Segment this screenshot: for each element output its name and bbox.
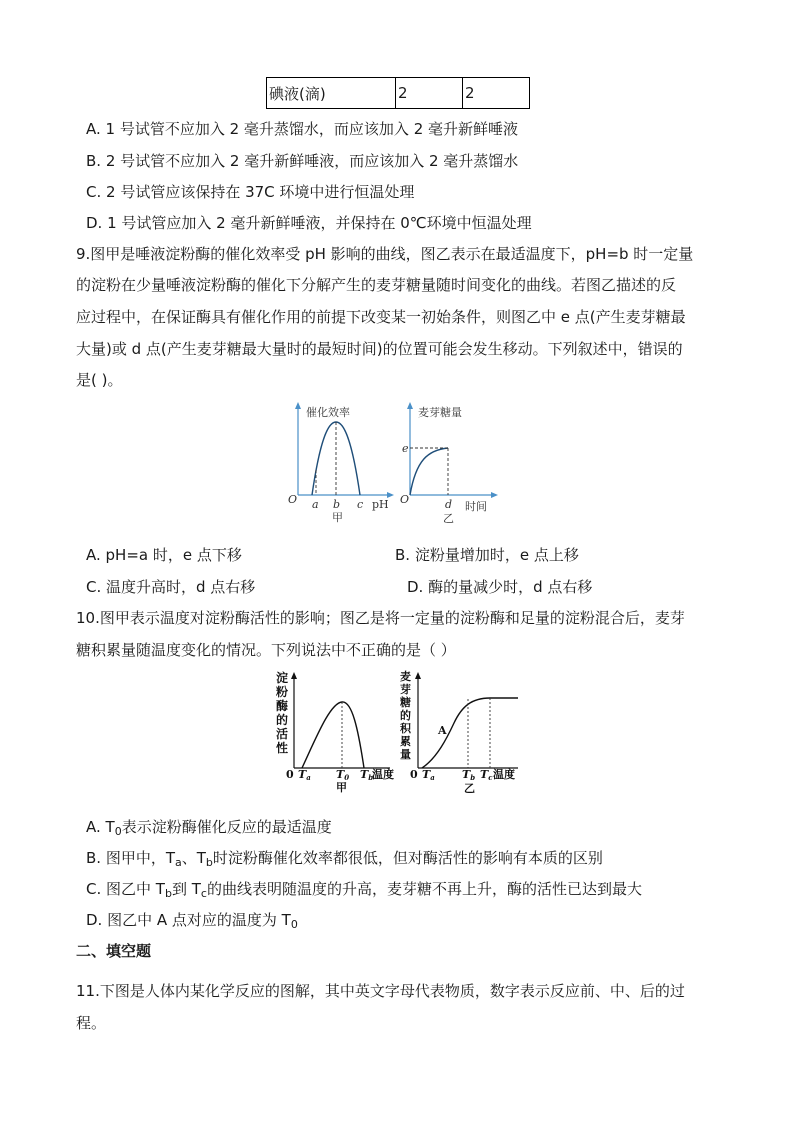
jia-tick-a: a [312,498,319,511]
q10-yi-ylabel-4: 的 [400,709,411,722]
table-cell-2: 2 [463,78,530,109]
yi-e-label: e [402,442,409,455]
jia-tick-b: b [333,498,341,511]
q10-yi-caption: 乙 [464,782,475,795]
q10-jia-ylabel-2: 粉 [276,685,289,699]
jia-y-arrow [295,402,301,409]
yi-ylabel: 麦芽糖量 [418,406,462,419]
jia-tick-o: O [288,493,298,506]
q10-jia-curve [302,702,364,768]
q10-yi-tc: T [480,768,489,781]
q10-jia-tb: T [360,768,369,781]
q10-yi-ylabel-7: 量 [400,748,411,761]
section-heading: 二、填空题 [76,942,152,960]
q10-stem-line-2: 糖积累量随温度变化的情况。下列说法中不正确的是（ ） [76,641,456,659]
q9-option-d: D. 酶的量减少时，d 点右移 [407,578,593,596]
q8-option-a: A. 1 号试管不应加入 2 毫升蒸馏水，而应该加入 2 毫升新鲜唾液 [86,120,519,138]
q10-yi-tb-sub: b [470,773,476,782]
table-cell-1: 2 [396,78,463,109]
svg-text:T0 [336,768,349,782]
q10-jia-ylabel-5: 活 [276,727,289,741]
table-row-label: 碘液(滴) [267,78,396,109]
q10-jia-t0: T [336,768,345,781]
yi-x-arrow [491,492,498,498]
table-row [267,78,530,109]
q10-figure-jia [275,670,394,794]
q10-yi-xlabel: 温度 [493,768,515,781]
jia-caption: 甲 [332,511,343,524]
q9-option-b: B. 淀粉量增加时，e 点上移 [395,546,579,564]
svg-text:Tb [462,768,475,782]
q10-jia-origin: 0 [286,768,294,781]
jia-tick-ph: pH [372,498,389,511]
q11-stem-line-1: 11.下图是人体内某化学反应的图解，其中英文字母代表物质，数字表示反应前、中、后的过 [76,982,685,1000]
svg-text:Ta [298,768,311,782]
q10-figure [272,668,522,798]
q10-yi-ylabel-6: 累 [400,735,411,748]
svg-text:Tc [480,768,493,782]
q10-yi-tb: T [462,768,471,781]
q10-jia-caption: 甲 [336,781,347,794]
q10-yi-ylabel-2: 芽 [400,683,411,696]
q10-yi-ta: T [422,768,431,781]
q10-jia-ylabel-3: 酶 [276,699,289,713]
yi-y-arrow [407,402,413,409]
yi-caption: 乙 [443,512,454,525]
q10-jia-ylabel-6: 性 [276,741,289,755]
q10-jia-ta: T [298,768,307,781]
jia-ylabel: 催化效率 [306,406,350,419]
q10-option-b: B. 图甲中，$T_a$、$T_b$时淀粉酶催化效率都很低，但对酶活性的影响有本质的区别 [86,849,603,869]
svg-text:Ta [422,768,435,782]
q10-yi-tc-sub: c [488,773,493,782]
q8-option-b: B. 2 号试管不应加入 2 毫升新鲜唾液，而应该加入 2 毫升蒸馏水 [86,152,519,170]
yi-tick-time: 时间 [465,500,487,513]
q9-figure [280,400,510,530]
q9-stem-line-1: 9.图甲是唾液淀粉酶的催化效率受 pH 影响的曲线，图乙表示在最适温度下，pH=b 时一定量 [76,245,694,263]
q10-jia-ylabel-1: 淀 [276,671,289,685]
q9-figure-yi [400,402,498,525]
q9-stem-line-5: 是( )。 [76,371,123,389]
q10-option-d: D. 图乙中 A 点对应的温度为 $T_0$ [86,911,298,931]
jia-tick-c: c [357,498,364,511]
q9-figure-jia [288,402,394,524]
q10-yi-point-a: A [438,724,447,737]
q10-yi-origin: 0 [410,768,418,781]
q9-stem-line-3: 应过程中，在保证酶具有催化作用的前提下改变某一初始条件，则图乙中 e 点(产生麦芽糖最 [76,308,686,326]
reagent-table [266,77,530,109]
q10-yi-curve [422,698,518,768]
q10-jia-xlabel: 温度 [372,768,394,781]
q10-yi-y-arrow [415,672,421,679]
q10-jia-y-arrow [291,672,297,679]
q10-yi-ylabel-5: 积 [400,722,411,735]
q9-stem-line-2: 的淀粉在少量唾液淀粉酶的催化下分解产生的麦芽糖量随时间变化的曲线。若图乙描述的反 [76,276,677,294]
q10-option-a: A. $T_0$表示淀粉酶催化反应的最适温度 [86,818,332,838]
yi-curve [410,448,448,495]
q9-stem-line-4: 大量)或 d 点(产生麦芽糖最大量时的最短时间)的位置可能会发生移动。下列叙述中，错误的 [76,340,683,358]
q10-jia-tb-sub: b [368,773,374,782]
q10-stem-line-1: 10.图甲表示温度对淀粉酶活性的影响；图乙是将一定量的淀粉酶和足量的淀粉混合后，麦芽 [76,609,685,627]
yi-tick-d: d [445,498,453,511]
q10-jia-ylabel-4: 的 [276,713,289,727]
q9-option-c: C. 温度升高时，d 点右移 [86,578,256,596]
q10-jia-t0-sub: 0 [344,773,350,782]
q11-stem-line-2: 程。 [76,1014,107,1032]
q8-option-c: C. 2 号试管应该保持在 37C 环境中进行恒温处理 [86,183,415,201]
q10-yi-ylabel-1: 麦 [400,670,411,683]
q8-option-d: D. 1 号试管应加入 2 毫升新鲜唾液，并保持在 0℃环境中恒温处理 [86,214,532,232]
q10-option-c: C. 图乙中 $T_b$到 $T_c$的曲线表明随温度的升高，麦芽糖不再上升，酶的活性已达到最大 [86,880,642,900]
q10-yi-ylabel-3: 糖 [400,696,411,709]
q9-option-a: A. pH=a 时，e 点下移 [86,546,242,564]
q10-yi-ta-sub: a [430,773,435,782]
q10-jia-ta-sub: a [306,773,311,782]
q10-figure-yi [400,669,518,795]
yi-tick-o: O [400,493,410,506]
